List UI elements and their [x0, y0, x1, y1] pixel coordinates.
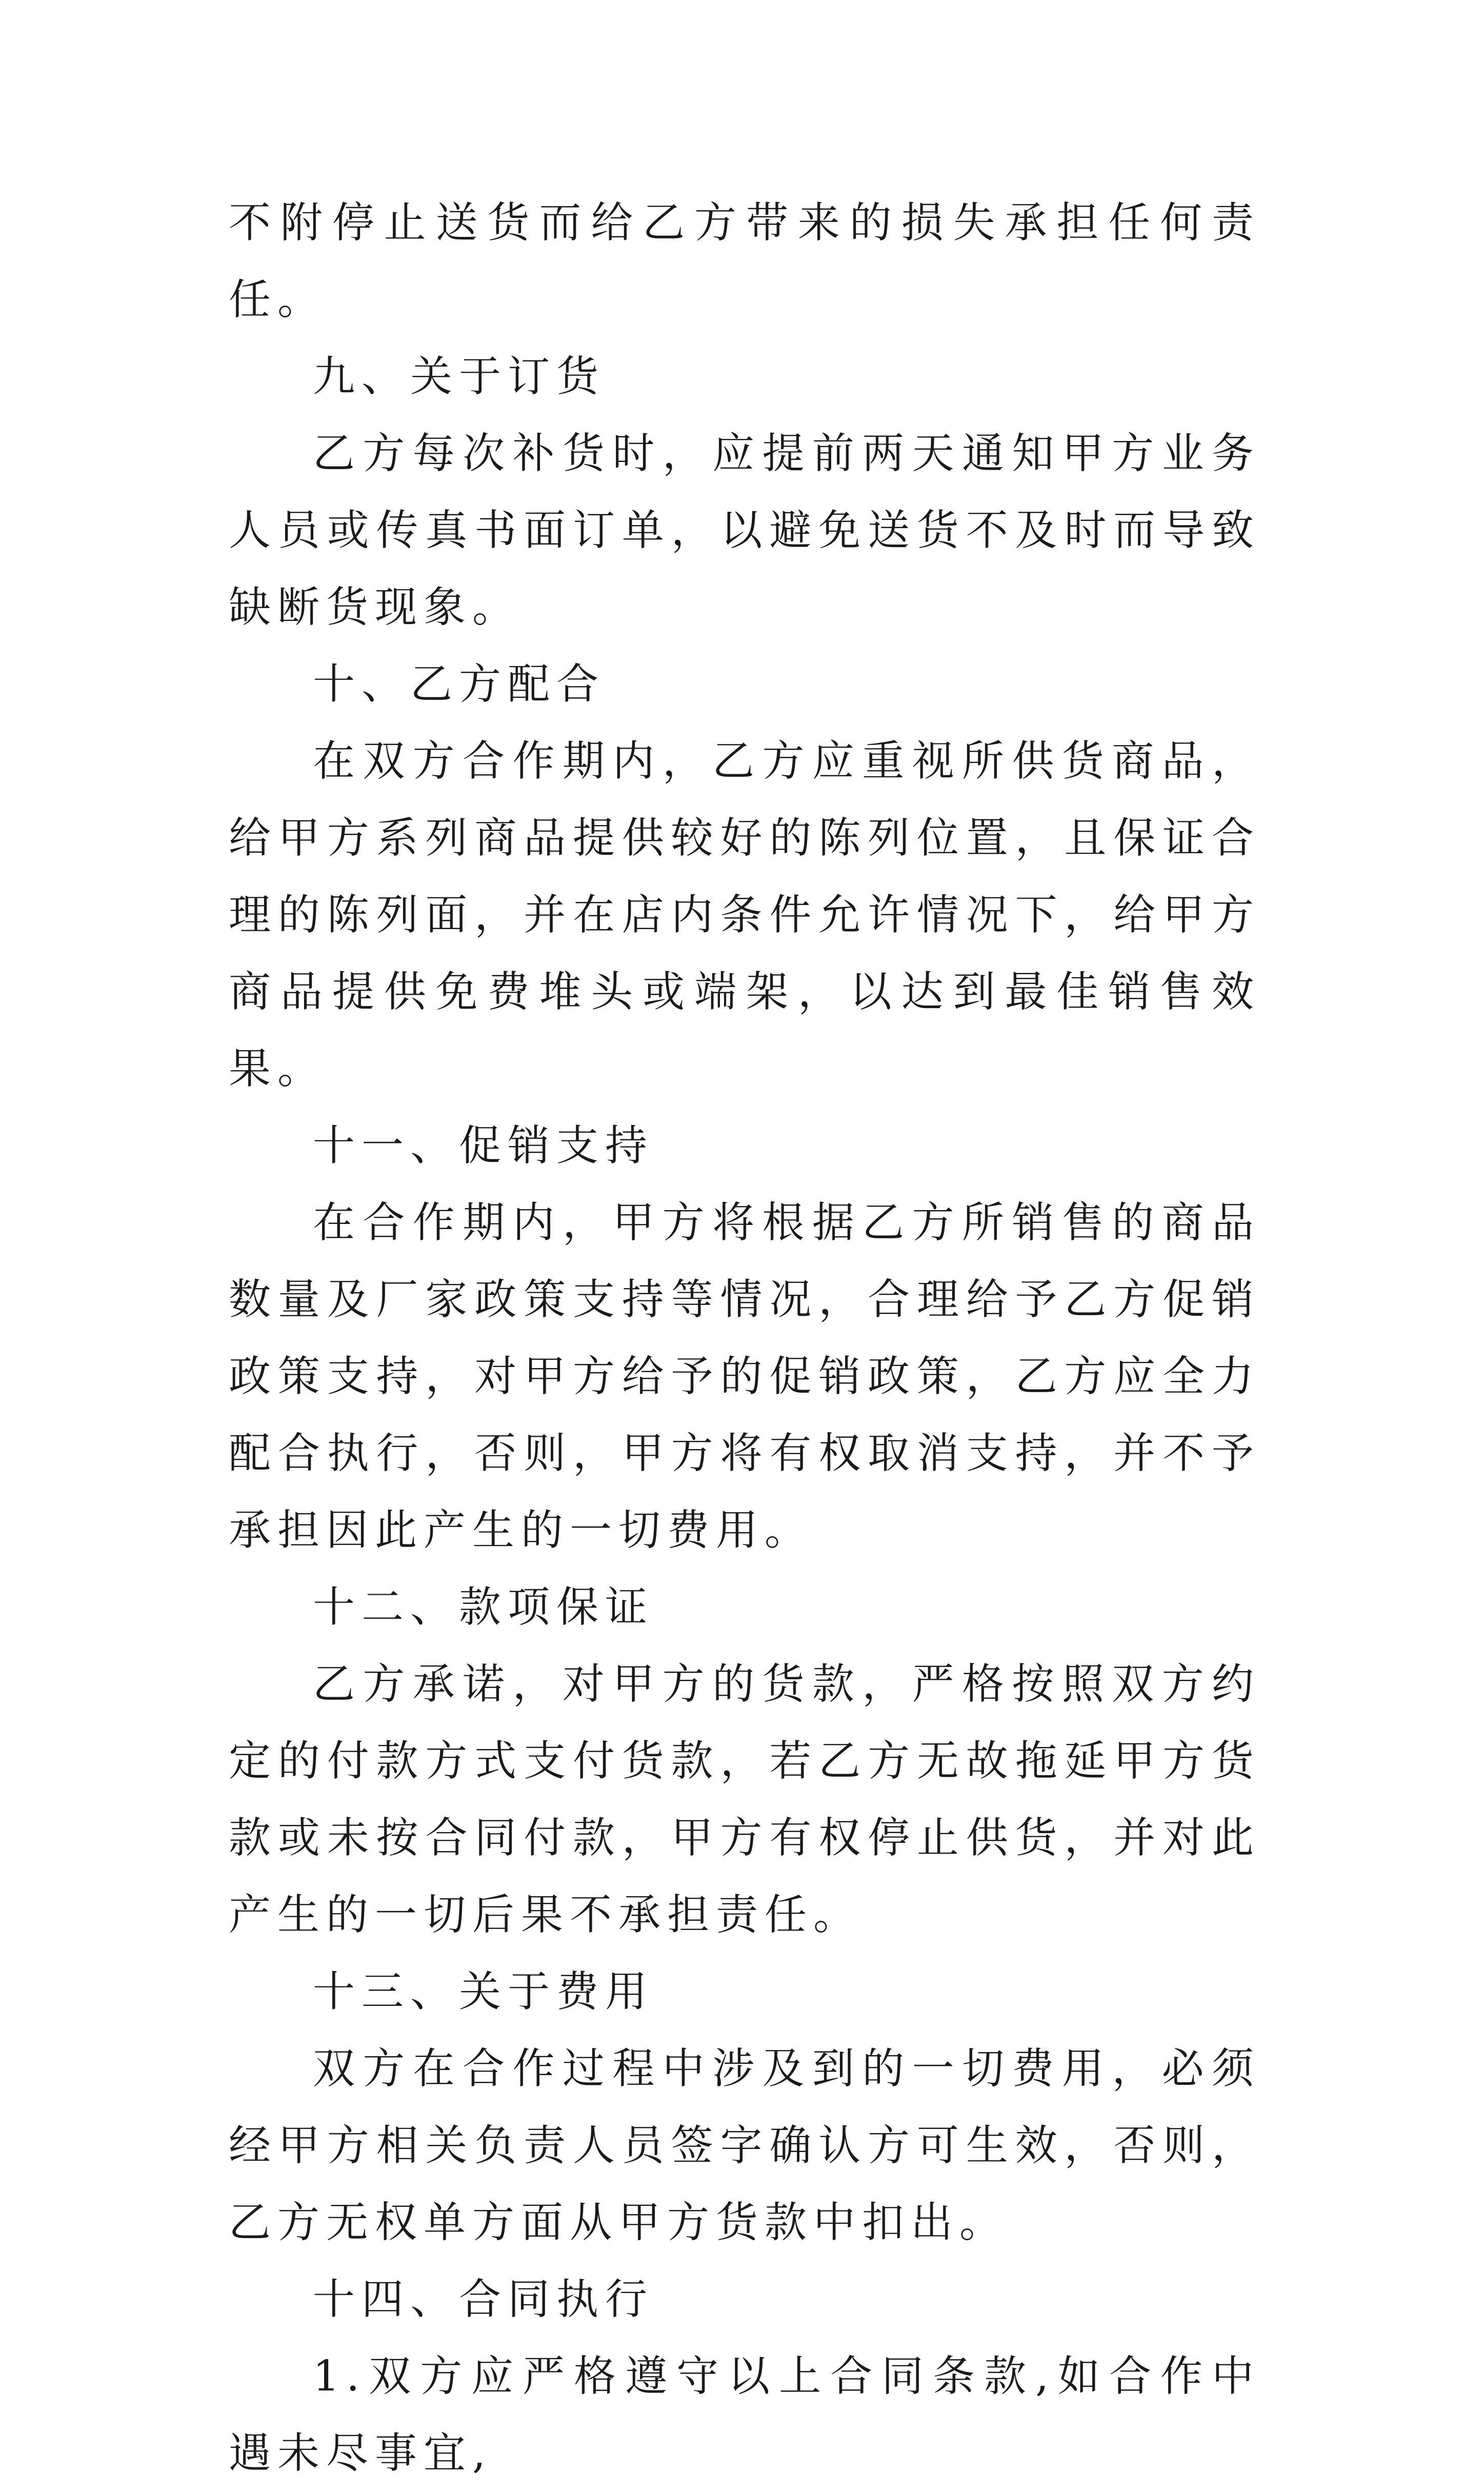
paragraph-payment: 乙方承诺，对甲方的货款，严格按照双方约定的付款方式支付货款，若乙方无故拖延甲方货款或未按合同付款，甲方有权停止供货，并对此产生的一切后果不承担责任。 [229, 1660, 1260, 1939]
paragraph-promotion: 在合作期内，甲方将根据乙方所销售的商品数量及厂家政策支持等情况，合理给予乙方促销政策支持，对甲方给予的促销政策，乙方应全力配合执行，否则，甲方将有权取消支持，并不予承担因此产生的一切费用。 [229, 1198, 1260, 1555]
section-heading-13: 十三、关于费用 [313, 1967, 654, 2016]
paragraph-execution: 1.双方应严格遵守以上合同条款,如合作中遇未尽事宜, [229, 2352, 1260, 2478]
paragraph-cooperation: 在双方合作期内，乙方应重视所供货商品，给甲方系列商品提供较好的陈列位置，且保证合理的陈列面，并在店内条件允许情况下，给甲方商品提供免费堆头或端架，以达到最佳销售效果。 [229, 737, 1260, 1093]
section-heading-11: 十一、促销支持 [313, 1121, 654, 1170]
section-heading-12: 十二、款项保证 [313, 1583, 654, 1632]
section-heading-9: 九、关于订货 [313, 352, 606, 401]
paragraph-ordering: 乙方每次补货时，应提前两天通知甲方业务人员或传真书面订单，以避免送货不及时而导致缺断货现象。 [229, 429, 1260, 632]
document-body [229, 185, 1260, 2492]
section-heading-14: 十四、合同执行 [313, 2275, 654, 2324]
paragraph-continuation: 不附停止送货而给乙方带来的损失承担任何责任。 [229, 198, 1260, 324]
section-heading-10: 十、乙方配合 [313, 660, 606, 709]
paragraph-fees: 双方在合作过程中涉及到的一切费用，必须经甲方相关负责人员签字确认方可生效，否则，乙方无权单方面从甲方货款中扣出。 [229, 2044, 1260, 2247]
